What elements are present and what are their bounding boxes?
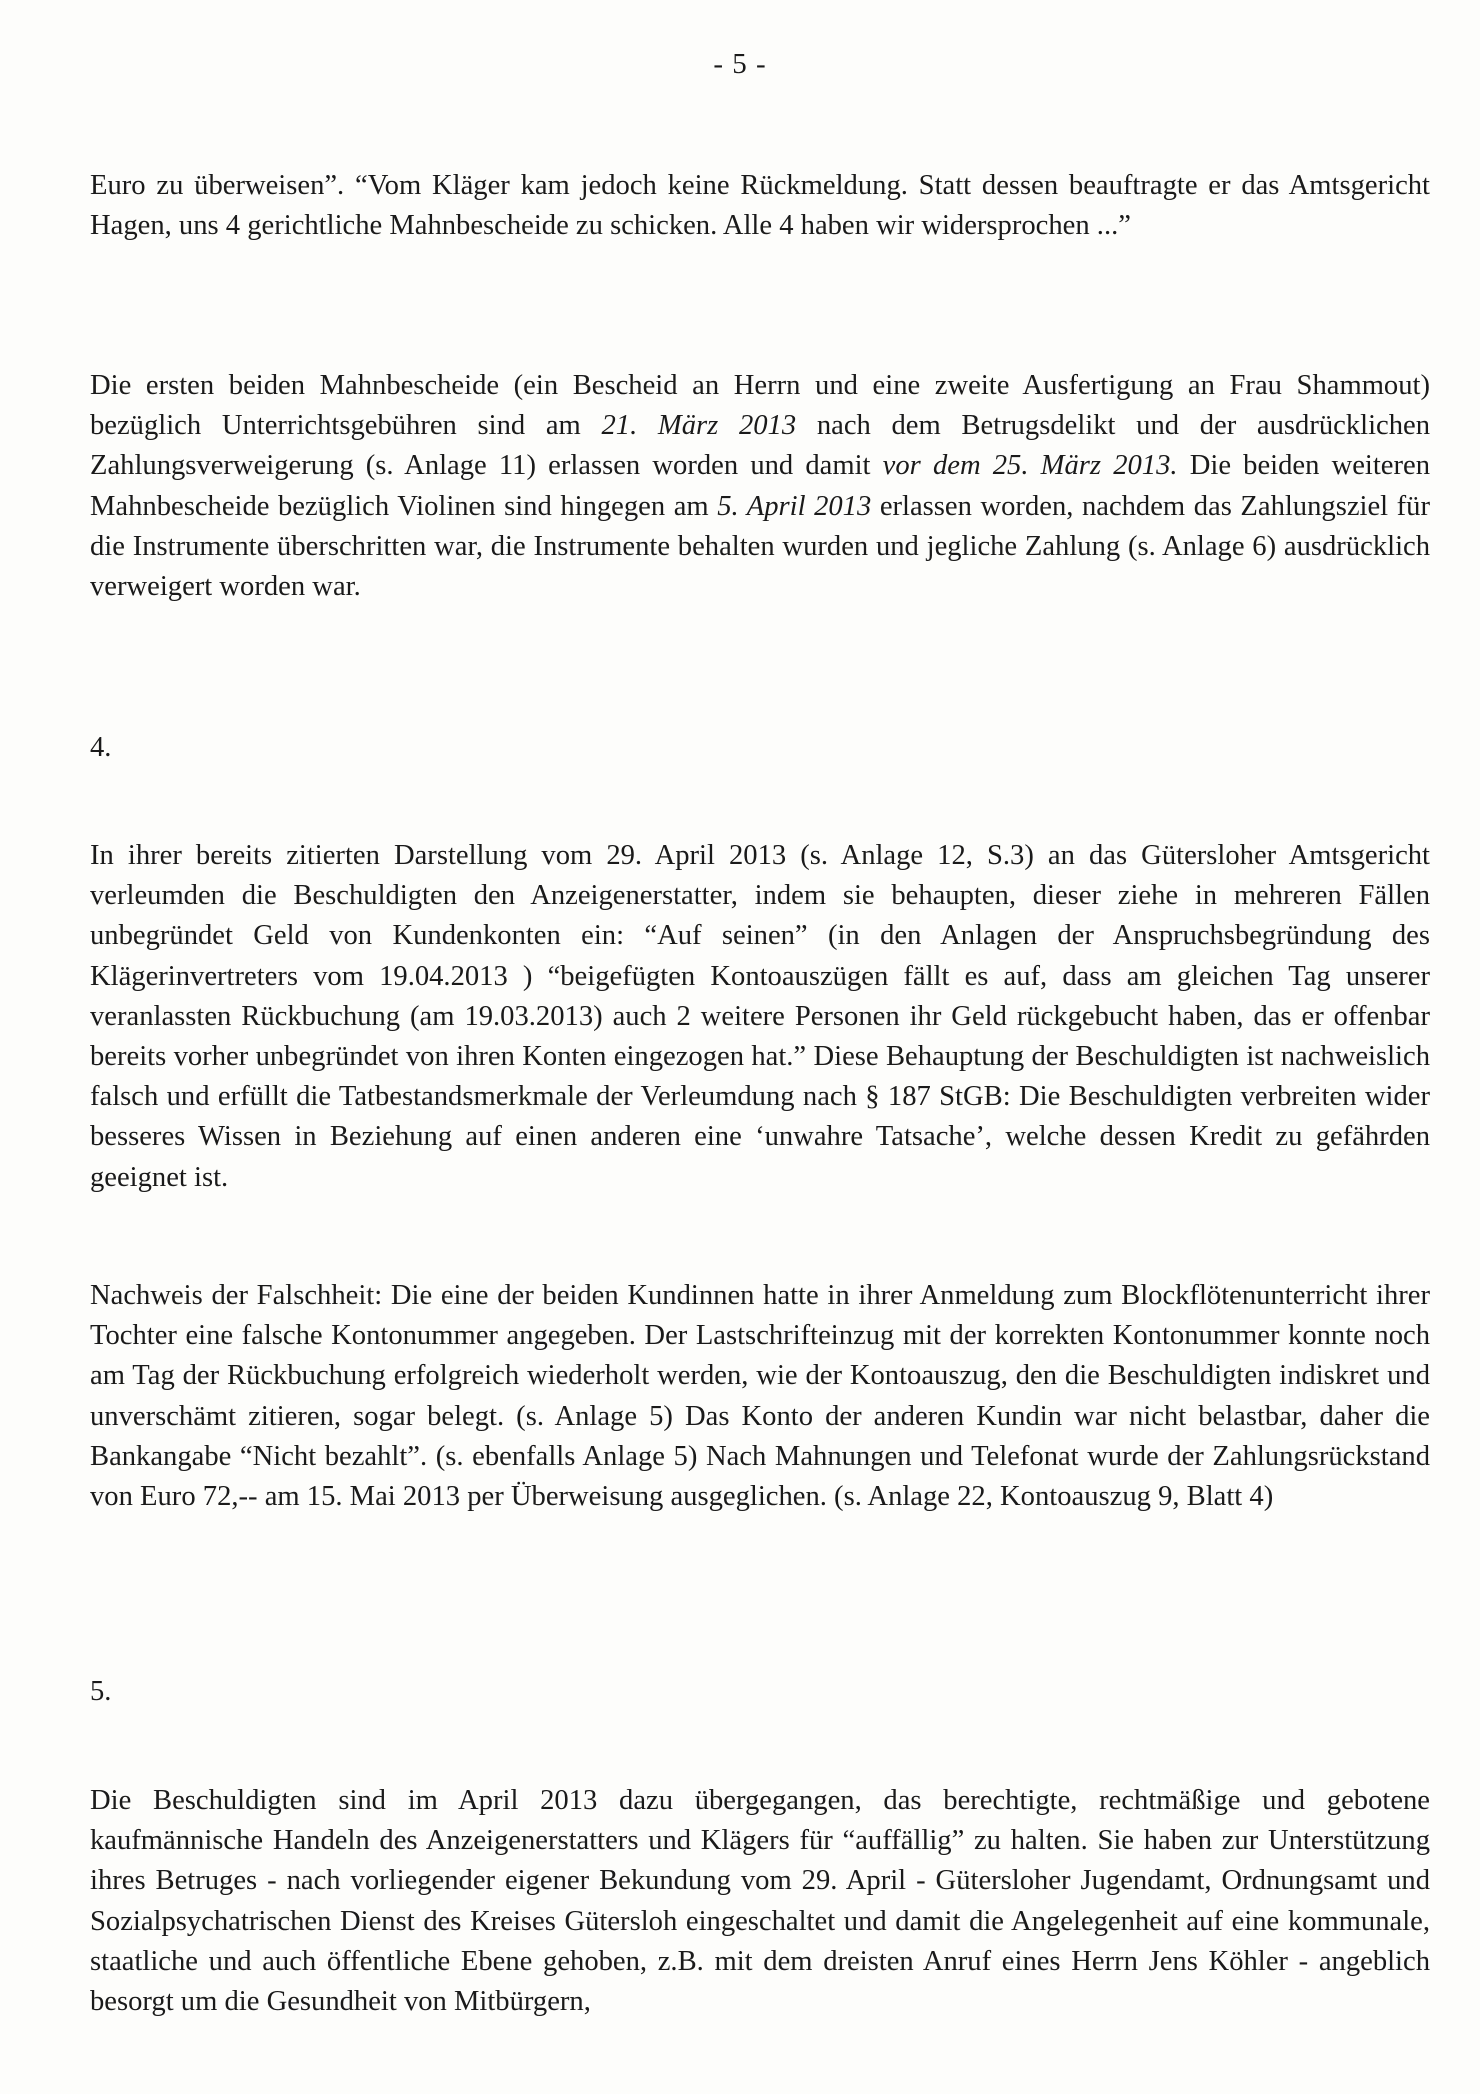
section-number-4: 4. [90,732,112,763]
date-emphasis: 21. März 2013 [601,410,797,442]
paragraph-beschuldigten: Die Beschuldigten sind im April 2013 dazu übergegangen, das berechtigte, rechtmäßige und gebotene kaufmännische Handeln des Anzeigenerstatters und Klägers für “auffällig” zu halten. Sie haben zur Unterstützung ihres Betruges - nach vorliegender eigener Bekundung vom 29. April - Gütersloher Jugendamt, Ordnungsamt und Sozialpsychatrischen Dienst des Kreises Gütersloh eingeschaltet und damit die Angelegenheit auf eine kommunale, staatliche und auch öffentliche Ebene gehoben, z.B. mit dem dreisten Anruf eines Herrn Jens Köhler - angeblich besorgt um die Gesundheit von Mitbürgern, [90,1785,1430,2018]
paragraph-nachweis: Nachweis der Falschheit: Die eine der beiden Kundinnen hatte in ihrer Anmeldung zum Blockflötenunterricht ihrer Tochter eine falsche Kontonummer angegeben. Der Lastschrifteinzug mit der korrekten Kontonummer konnte noch am Tag der Rückbuchung erfolgreich wiederholt werden, wie der Kontoauszug, den die Beschuldigten indiskret und unverschämt zitieren, sogar belegt. (s. Anlage 5) Das Konto der anderen Kundin war nicht belastbar, daher die Bankangabe “Nicht bezahlt”. (s. ebenfalls Anlage 5) Nach Mahnungen und Telefonat wurde der Zahlungsrückstand von Euro 72,-- am 15. Mai 2013 per Überweisung ausgeglichen. (s. Anlage 22, Kontoauszug 9, Blatt 4) [90,1280,1430,1513]
date-emphasis: 5. April 2013 [717,490,872,522]
paragraph-text: erlassen worden, nachdem das Zahlungsziel für die Instrumente überschritten war, die Instrumente behalten wurden und jegliche Zahlung (s. Anlage 6) ausdrücklich verweigert worden war. [90,490,1431,603]
paragraph-verleumdung: In ihrer bereits zitierten Darstellung vom 29. April 2013 (s. Anlage 12, S.3) an das Gütersloher Amtsgericht verleumden die Beschuldigten den Anzeigenerstatter, indem sie behaupten, dieser ziehe in mehreren Fällen unbegründet Geld von Kundenkonten ein: “Auf seinen” (in den Anlagen der Anspruchsbegründung des Klägerinvertreters vom 19.04.2013 ) “beigefügten Kontoauszügen fällt es auf, dass am gleichen Tag unserer veranlassten Rückbuchung (am 19.03.2013) auch 2 weitere Personen ihr Geld rückgebucht haben, das er offenbar bereits vorher unbegründet von ihren Konten eingezogen hat.” Diese Behauptung der Beschuldigten ist nachweislich falsch und erfüllt die Tatbestandsmerkmale der Verleumdung nach § 187 StGB: Die Beschuldigten verbreiten wider besseres Wissen in Beziehung auf einen anderen eine ‘unwahre Tatsache’, welche dessen Kredit zu gefährden geeignet ist. [90,840,1430,1193]
paragraph-mahnbescheide [90,366,1430,607]
paragraph-text: nach dem Betrugsdelikt und der ausdrücklichen Zahlungsverweigerung (s. Anlage 11) erlassen worden und damit [90,410,1430,482]
paragraph-text: Die beiden weiteren Mahnbescheide bezüglich Violinen sind hingegen am [90,450,1431,522]
page-number: - 5 - [713,48,767,80]
paragraph-text: Die ersten beiden Mahnbescheide (ein Bescheid an Herrn und eine zweite Ausfertigung an Frau Shammout) bezüglich Unterrichtsgebühren sind am [90,370,1430,442]
section-number-5: 5. [90,1676,112,1707]
paragraph-quote-continuation: Euro zu überweisen”. “Vom Kläger kam jedoch keine Rückmeldung. Statt dessen beauftragte er das Amtsgericht Hagen, uns 4 gerichtliche Mahnbescheide zu schicken. Alle 4 haben wir widersprochen ...” [90,170,1430,242]
date-emphasis: vor dem 25. März 2013. [882,450,1178,482]
